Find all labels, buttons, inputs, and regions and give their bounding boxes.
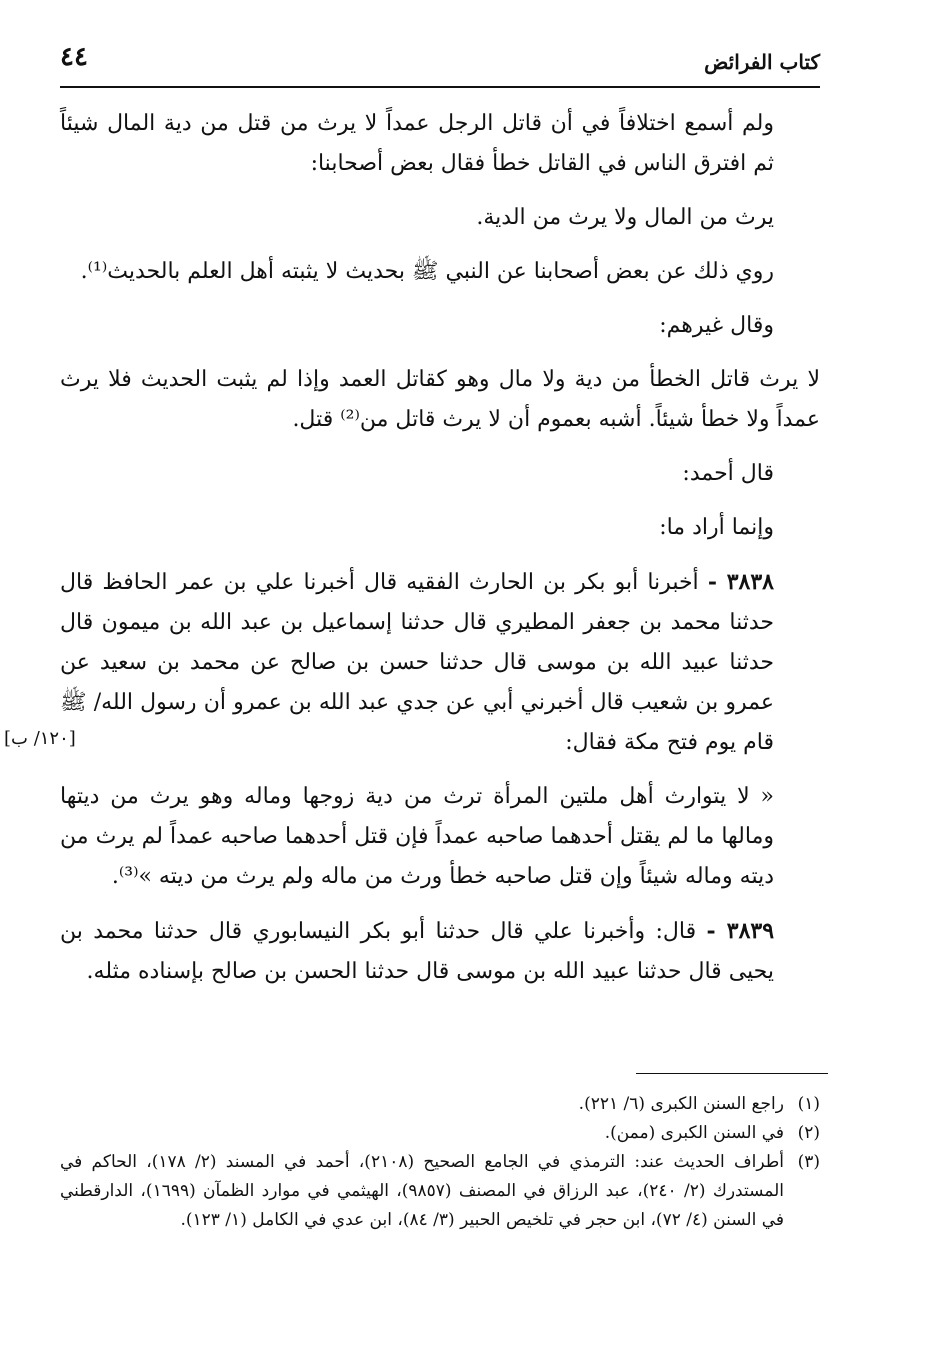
paragraph: لا يرث قاتل الخطأ من دية ولا مال وهو كقاتل العمد وإذا لم يثبت الحديث فلا يرث عمداً ولا خطأ شيئاً. أشبه بعموم أن لا يرث قاتل من⁽²⁾ قتل. bbox=[60, 367, 820, 432]
hadith-quote: « لا يتوارث أهل ملتين المرأة ترث من دية زوجها وماله وهو يرث من ديتها ومالها ما لم يقتل أحدهما صاحبه عمداً فإن قتل أحدهما صاحبه عمداً لم يرث من ديته وماله شيئاً وإن قتل صاحبه خطأ ورث من ماله ولم يرث من ديته »⁽³⁾. bbox=[60, 784, 774, 889]
footnote-number: (١) bbox=[797, 1094, 820, 1114]
header-rule bbox=[60, 86, 820, 88]
footnote-text: راجع السنن الكبرى (٦/ ٢٢١). bbox=[578, 1094, 784, 1114]
footnote-number: (٢) bbox=[797, 1123, 820, 1143]
footnote-number: (٣) bbox=[797, 1152, 820, 1172]
hadith-isnad: قال: وأخبرنا علي قال حدثنا أبو بكر النيسابوري قال حدثنا محمد بن يحيى قال حدثنا عبيد الله بن موسى قال حدثنا الحسن بن صالح بإسناده مثله. bbox=[60, 919, 774, 984]
paragraph: وإنما أراد ما: bbox=[659, 515, 774, 540]
footnotes bbox=[60, 1090, 820, 1235]
running-title: كتاب الفرائض bbox=[704, 50, 820, 74]
hadith-entry bbox=[60, 911, 820, 992]
paragraph: وقال غيرهم: bbox=[659, 313, 774, 338]
paragraph: قال أحمد: bbox=[682, 461, 774, 486]
main-text bbox=[60, 104, 820, 1006]
hadith-isnad: أخبرنا أبو بكر بن الحارث الفقيه قال أخبرنا علي بن عمر الحافظ قال حدثنا محمد بن جعفر المطيري قال حدثنا إسماعيل بن عبد الله بن ميمون قال حدثنا عبيد الله بن موسى قال حدثنا حسن بن صالح عن محمد بن سعيد عن عمرو بن شعيب قال أخبرني أبي عن جدي عبد الله بن عمرو أن رسول الله/ ﷺ قام يوم فتح مكة فقال: bbox=[60, 570, 774, 755]
paragraph: يرث من المال ولا يرث من الدية. bbox=[476, 205, 774, 230]
margin-folio-note: [١٢٠/ ب] bbox=[4, 728, 76, 749]
footnote-item bbox=[60, 1148, 820, 1235]
hadith-entry bbox=[60, 562, 820, 763]
page-header bbox=[60, 40, 820, 86]
footnote-text: أطراف الحديث عند: الترمذي في الجامع الصحيح (٢١٠٨)، أحمد في المسند (٢/ ١٧٨)، الحاكم في المستدرك (٢/ ٢٤٠)، عبد الرزاق في المصنف (٩٨٥٧)، الهيثمي في موارد الظمآن (١٦٩٩)، الدارقطني في السنن (٤/ ٧٢)، ابن حجر في تلخيص الحبير (٣/ ٨٤)، ابن عدي في الكامل (١/ ١٢٣). bbox=[60, 1152, 784, 1230]
footnote-rule bbox=[636, 1073, 828, 1074]
page-number: ٤٤ bbox=[60, 42, 88, 72]
hadith-number: ٣٨٣٨ - bbox=[707, 569, 774, 595]
footnote-item bbox=[60, 1090, 820, 1119]
paragraph: ولم أسمع اختلافاً في أن قاتل الرجل عمداً لا يرث من قتل من دية المال شيئاً ثم افترق الناس في القاتل خطأ فقال بعض أصحابنا: bbox=[60, 111, 774, 176]
paragraph: روي ذلك عن بعض أصحابنا عن النبي ﷺ بحديث لا يثبته أهل العلم بالحديث⁽¹⁾. bbox=[80, 259, 774, 284]
footnote-item bbox=[60, 1119, 820, 1148]
hadith-number: ٣٨٣٩ - bbox=[706, 918, 775, 944]
footnote-text: في السنن الكبرى (ممن). bbox=[604, 1123, 784, 1143]
